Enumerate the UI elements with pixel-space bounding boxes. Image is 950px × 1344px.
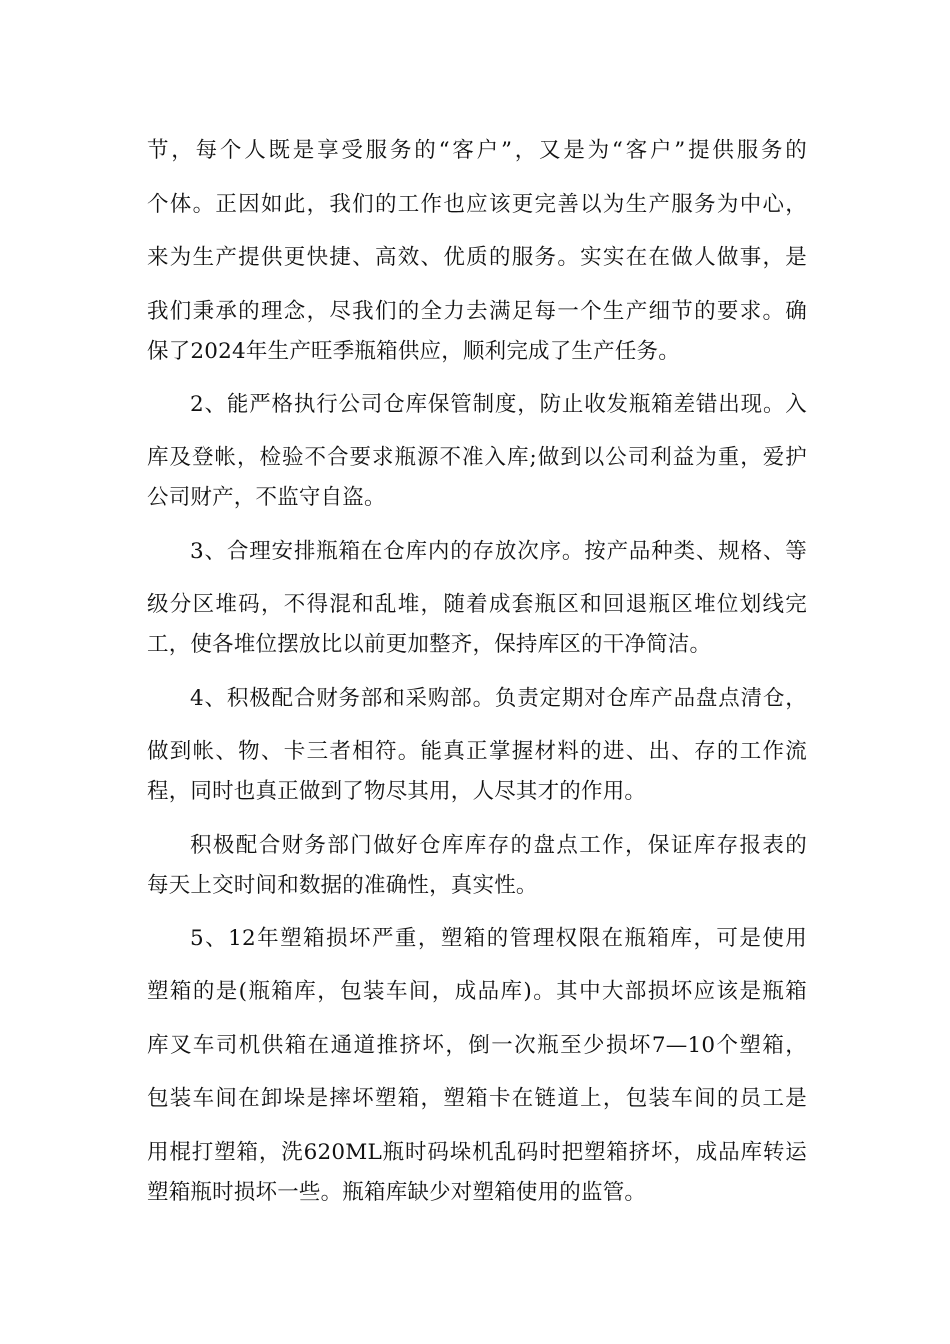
text-line: 工，使各堆位摆放比以前更加整齐，保持库区的干净简洁。 — [147, 632, 712, 657]
text-line: 节，每个人既是享受服务的“客户”，又是为“客户”提供服务的 — [147, 138, 807, 163]
text-line: 公司财产，不监守自盗。 — [147, 485, 386, 510]
paragraph-start-line: 3、合理安排瓶箱在仓库内的存放次序。按产品种类、规格、等 — [190, 539, 807, 564]
text-line: 来为生产提供更快捷、高效、优质的服务。实实在在做人做事，是 — [147, 245, 807, 270]
text-line: 每天上交时间和数据的准确性，真实性。 — [147, 873, 538, 898]
text-line: 库叉车司机供箱在通道推挤坏，倒一次瓶至少损坏7—10个塑箱， — [147, 1033, 807, 1058]
text-line: 级分区堆码，不得混和乱堆，随着成套瓶区和回退瓶区堆位划线完 — [147, 592, 807, 617]
text-line: 我们秉承的理念，尽我们的全力去满足每一个生产细节的要求。确 — [147, 299, 807, 324]
text-line: 程，同时也真正做到了物尽其用，人尽其才的作用。 — [147, 779, 647, 804]
text-line: 塑箱的是(瓶箱库，包装车间，成品库)。其中大部损坏应该是瓶箱 — [147, 979, 807, 1004]
text-line: 用棍打塑箱，洗620ML瓶时码垛机乱码时把塑箱挤坏，成品库转运 — [147, 1140, 807, 1165]
text-line: 做到帐、物、卡三者相符。能真正掌握材料的进、出、存的工作流 — [147, 739, 807, 764]
paragraph-start-line: 2、能严格执行公司仓库保管制度，防止收发瓶箱差错出现。入 — [190, 392, 807, 417]
paragraph-start-line: 积极配合财务部门做好仓库库存的盘点工作，保证库存报表的 — [190, 833, 807, 858]
paragraph-start-line: 4、积极配合财务部和采购部。负责定期对仓库产品盘点清仓， — [190, 686, 807, 711]
text-line: 包装车间在卸垛是摔坏塑箱，塑箱卡在链道上，包装车间的员工是 — [147, 1086, 807, 1111]
text-line: 个体。正因如此，我们的工作也应该更完善以为生产服务为中心， — [147, 192, 807, 217]
paragraph-start-line: 5、12年塑箱损坏严重，塑箱的管理权限在瓶箱库，可是使用 — [190, 926, 807, 951]
text-line: 保了2024年生产旺季瓶箱供应，顺利完成了生产任务。 — [147, 339, 680, 364]
text-line: 塑箱瓶时损坏一些。瓶箱库缺少对塑箱使用的监管。 — [147, 1180, 647, 1205]
text-line: 库及登帐，检验不合要求瓶源不准入库;做到以公司利益为重，爱护 — [147, 445, 807, 470]
